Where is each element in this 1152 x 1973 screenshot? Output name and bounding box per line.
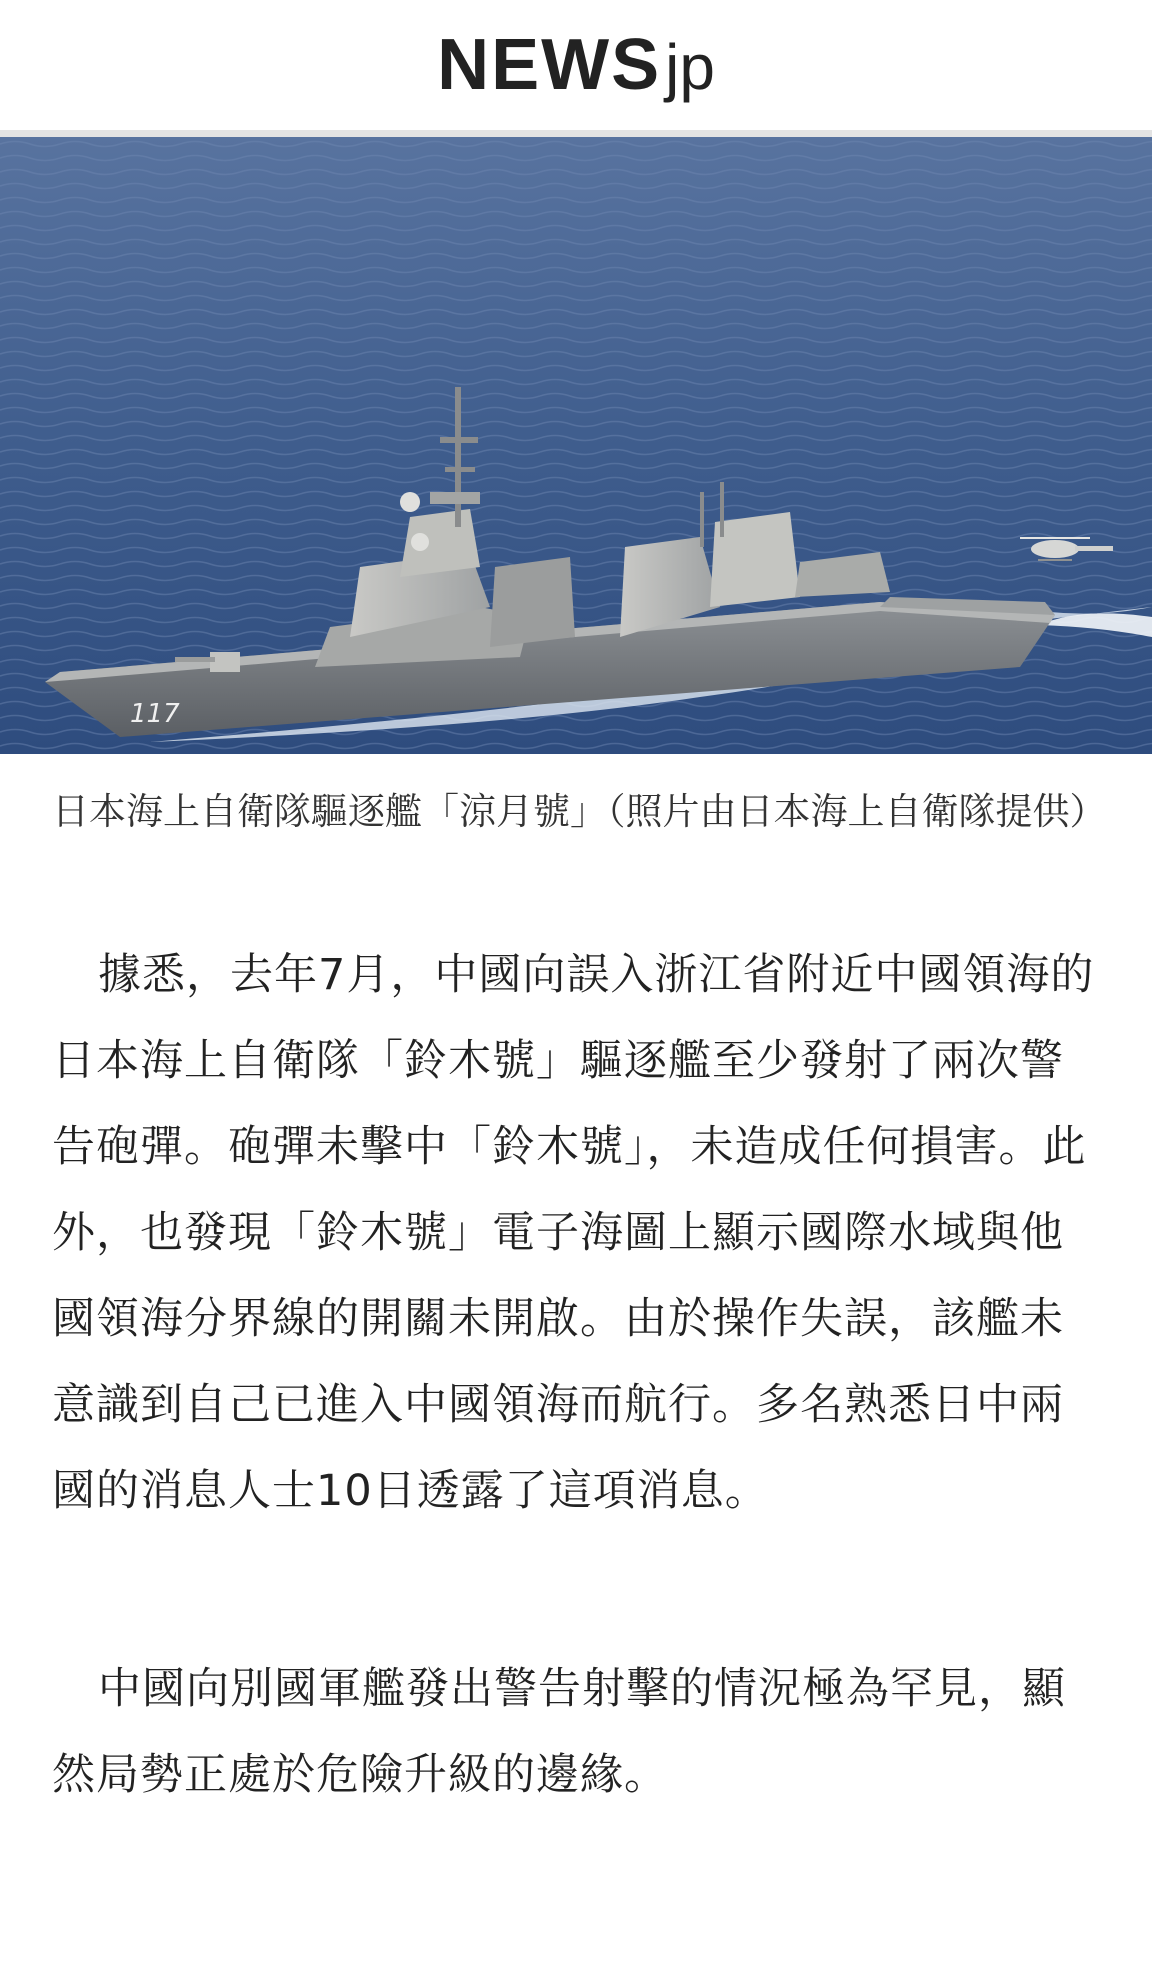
destroyer-ship-photo [0,137,1152,754]
article-paragraph: 據悉，去年7月，中國向誤入浙江省附近中國領海的日本海上自衛隊「鈴木號」驅逐艦至少發射了兩次警告砲彈。砲彈未擊中「鈴木號」，未造成任何損害。此外，也發現「鈴木號」電子海圖上顯示國際水域與他國領海分界線的開關未開啟。由於操作失誤，該艦未意識到自己已進入中國領海而航行。多名熟悉日中兩國的消息人士10日透露了這項消息。 [52,950,1095,1516]
photo-caption: 日本海上自衛隊驅逐艦「涼月號」（照片由日本海上自衛隊提供） [52,790,1107,833]
hull-number: 117 [130,699,180,729]
article-photo [0,137,1152,754]
logo-main-text: NEWS [437,25,662,105]
site-header [0,0,1152,130]
article-body [52,932,1104,1818]
header-divider [0,130,1152,137]
site-logo[interactable] [437,25,715,105]
logo-suffix-text: jp [665,31,715,103]
article-paragraph: 中國向別國軍艦發出警告射擊的情況極為罕見，顯然局勢正處於危險升級的邊緣。 [52,1664,1066,1800]
